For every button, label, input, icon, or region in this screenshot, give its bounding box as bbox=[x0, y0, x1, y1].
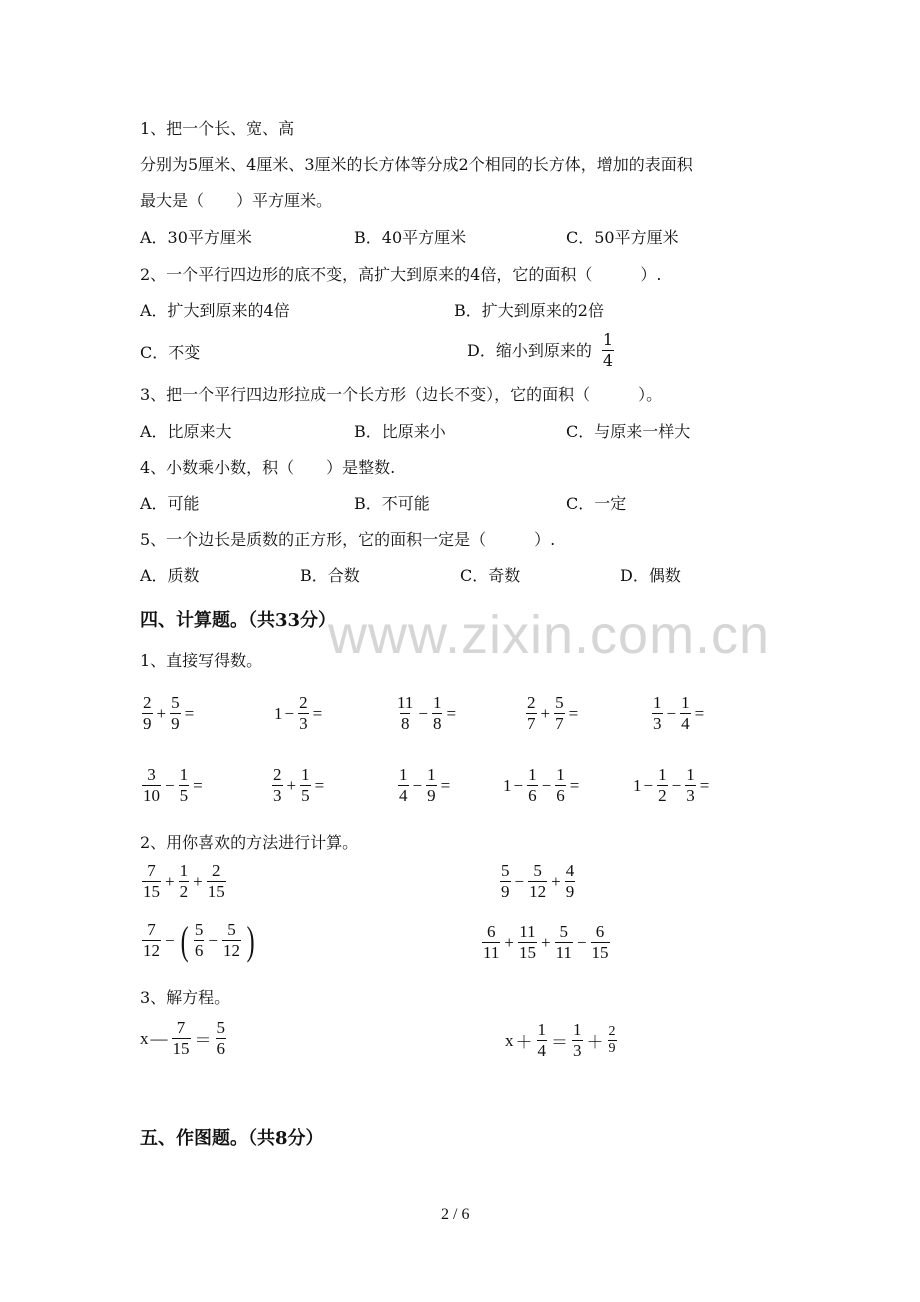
minus-sign: − bbox=[671, 775, 682, 795]
fraction bbox=[222, 920, 241, 961]
fraction bbox=[555, 765, 566, 806]
fraction bbox=[142, 693, 153, 734]
fraction bbox=[216, 1018, 227, 1059]
fraction bbox=[518, 922, 537, 963]
fraction bbox=[528, 861, 547, 902]
equation-1 bbox=[140, 1018, 228, 1059]
q3-option-a[interactable]: A．比原来大 bbox=[140, 422, 232, 441]
plus-sign: + bbox=[286, 775, 297, 795]
minus-sign: − bbox=[643, 775, 654, 795]
fraction bbox=[426, 765, 437, 806]
fraction bbox=[554, 693, 565, 734]
fraction-numerator: 1 bbox=[179, 765, 189, 784]
fraction-numerator: 5 bbox=[227, 920, 236, 939]
plus-sign: + bbox=[540, 703, 551, 723]
fraction-denominator: 9 bbox=[565, 882, 575, 901]
direct-r2-4 bbox=[503, 765, 581, 806]
fraction bbox=[482, 922, 500, 963]
fraction bbox=[300, 765, 311, 806]
equals-sign: = bbox=[699, 775, 710, 795]
fraction-numerator: 6 bbox=[595, 922, 605, 941]
fraction-denominator: 11 bbox=[483, 943, 500, 962]
equals-sign: = bbox=[312, 703, 323, 723]
fraction bbox=[527, 765, 538, 806]
minus-sign: − bbox=[165, 930, 175, 950]
fraction bbox=[398, 765, 409, 806]
fraction-numerator: 2 bbox=[608, 1024, 616, 1039]
plus-sign: + bbox=[156, 703, 167, 723]
equals-sign: = bbox=[440, 775, 451, 795]
fraction bbox=[680, 693, 691, 734]
fraction-denominator: 4 bbox=[537, 1041, 546, 1060]
plus-sign: + bbox=[165, 871, 175, 891]
minus-sign: − bbox=[284, 703, 295, 723]
fraction-numerator: 7 bbox=[176, 1018, 186, 1037]
fraction-numerator: 1 bbox=[427, 765, 436, 784]
calc-expression-2 bbox=[498, 861, 577, 902]
q1-line2: 分别为5厘米、4厘米、3厘米的长方体等分成2个相同的长方体，增加的表面积 bbox=[140, 155, 693, 174]
minus-sign: − bbox=[666, 703, 677, 723]
minus-sign: − bbox=[208, 930, 219, 950]
fraction-numerator: 4 bbox=[565, 861, 575, 880]
calc-expression-4 bbox=[480, 922, 612, 963]
direct-r1-1 bbox=[140, 693, 196, 734]
q4-option-c[interactable]: C．一定 bbox=[566, 494, 627, 513]
fraction-numerator: 5 bbox=[216, 1018, 225, 1037]
fraction bbox=[172, 1018, 191, 1059]
fraction-denominator: 6 bbox=[556, 786, 565, 805]
fraction-denominator: 3 bbox=[653, 714, 662, 733]
fraction bbox=[565, 861, 576, 902]
q2-option-d-fraction bbox=[602, 330, 614, 371]
q5-option-d[interactable]: D．偶数 bbox=[620, 566, 681, 585]
direct-r2-5 bbox=[633, 765, 711, 806]
q3-text: 3、把一个平行四边形拉成一个长方形（边长不变），它的面积（ ）。 bbox=[140, 385, 663, 404]
fraction-denominator: 3 bbox=[573, 1041, 582, 1060]
q5-option-c[interactable]: C．奇数 bbox=[460, 566, 521, 585]
fraction-numerator: 1 bbox=[556, 765, 565, 784]
fraction bbox=[572, 1020, 583, 1061]
q2-text: 2、一个平行四边形的底不变，高扩大到原来的4倍，它的面积（ ）. bbox=[140, 265, 662, 284]
section-4-title: 四、计算题。（共33分） bbox=[140, 610, 337, 631]
equals-sign: = bbox=[694, 703, 705, 723]
fraction-denominator: 15 bbox=[207, 882, 225, 901]
minus-sign: − bbox=[513, 775, 524, 795]
fraction-denominator: 11 bbox=[555, 943, 572, 962]
fraction-denominator: 6 bbox=[216, 1039, 225, 1058]
fraction-numerator: 1 bbox=[399, 765, 408, 784]
fraction-numerator: 5 bbox=[501, 861, 510, 880]
watermark: www.zixin.com.cn bbox=[328, 605, 771, 665]
fraction bbox=[142, 765, 161, 806]
fraction bbox=[207, 861, 226, 902]
minus-sign: − bbox=[541, 775, 552, 795]
left-parenthesis: ( bbox=[180, 917, 189, 963]
q3-option-c[interactable]: C．与原来一样大 bbox=[566, 422, 691, 441]
fraction bbox=[298, 693, 309, 734]
fraction-denominator: 15 bbox=[591, 943, 609, 962]
section-4-sub1: 1、直接写得数。 bbox=[140, 651, 263, 670]
fraction-denominator: 10 bbox=[143, 786, 160, 805]
fraction-denominator: 8 bbox=[432, 714, 442, 733]
plus-sign: ＋ bbox=[515, 1033, 533, 1052]
fraction bbox=[591, 922, 610, 963]
calc-expression-3 bbox=[140, 917, 258, 963]
page-number: 2 / 6 bbox=[441, 1206, 470, 1223]
fraction-numerator: 1 bbox=[653, 693, 662, 712]
fraction-denominator: 9 bbox=[427, 786, 436, 805]
fraction-numerator: 1 bbox=[528, 765, 537, 784]
fraction bbox=[194, 920, 205, 961]
fraction bbox=[272, 765, 283, 806]
fraction-numerator: 1 bbox=[179, 861, 189, 880]
q1-option-b[interactable]: B．40平方厘米 bbox=[354, 228, 467, 247]
fraction-numerator: 3 bbox=[147, 765, 156, 784]
fraction bbox=[500, 861, 511, 902]
fraction-denominator: 12 bbox=[143, 941, 160, 960]
fraction bbox=[608, 1024, 617, 1057]
right-parenthesis: ) bbox=[246, 917, 255, 963]
fraction-denominator: 12 bbox=[223, 941, 241, 960]
minus-sign: − bbox=[514, 871, 525, 891]
fraction bbox=[179, 861, 190, 902]
variable-x: x bbox=[140, 1028, 149, 1048]
integer-one: 1 bbox=[503, 775, 512, 795]
fraction-denominator: 3 bbox=[686, 786, 695, 805]
q4-text: 4、小数乘小数，积（ ）是整数. bbox=[140, 458, 396, 477]
fraction-denominator: 7 bbox=[555, 714, 564, 733]
fraction bbox=[396, 693, 414, 734]
fraction-numerator: 11 bbox=[397, 693, 414, 712]
minus-sign: — bbox=[150, 1028, 168, 1048]
equals-sign: = bbox=[184, 703, 195, 723]
fraction-denominator: 9 bbox=[143, 714, 152, 733]
fraction-numerator: 1 bbox=[602, 330, 614, 349]
direct-r2-3 bbox=[396, 765, 452, 806]
q1-line1: 1、把一个长、宽、高 bbox=[140, 119, 295, 138]
q3-option-b[interactable]: B．比原来小 bbox=[354, 422, 446, 441]
fraction bbox=[657, 765, 668, 806]
q5-option-a[interactable]: A．质数 bbox=[140, 566, 200, 585]
fraction-numerator: 5 bbox=[559, 922, 568, 941]
fraction-denominator: 12 bbox=[529, 882, 547, 901]
fraction-numerator: 2 bbox=[211, 861, 221, 880]
plus-sign: + bbox=[551, 871, 561, 891]
fraction-denominator: 4 bbox=[602, 351, 614, 370]
direct-r2-1 bbox=[140, 765, 205, 806]
fraction-numerator: 7 bbox=[147, 861, 156, 880]
fraction-numerator: 5 bbox=[171, 693, 180, 712]
equals-sign: ＝ bbox=[194, 1031, 212, 1050]
q5-option-b[interactable]: B．合数 bbox=[300, 566, 360, 585]
fraction bbox=[537, 1020, 548, 1061]
minus-sign: − bbox=[576, 932, 587, 952]
fraction-denominator: 6 bbox=[194, 941, 204, 960]
direct-r1-2 bbox=[274, 693, 324, 734]
minus-sign: − bbox=[165, 775, 175, 795]
integer-one: 1 bbox=[274, 703, 283, 723]
fraction-denominator: 2 bbox=[658, 786, 667, 805]
fraction-denominator: 7 bbox=[527, 714, 536, 733]
fraction bbox=[179, 765, 190, 806]
q1-option-a[interactable]: A．30平方厘米 bbox=[140, 228, 252, 247]
section-4-sub3: 3、解方程。 bbox=[140, 988, 231, 1007]
plus-sign: + bbox=[540, 932, 551, 952]
direct-r2-2 bbox=[270, 765, 326, 806]
q2-option-d[interactable] bbox=[467, 330, 616, 371]
fraction-numerator: 1 bbox=[432, 693, 442, 712]
fraction-numerator: 1 bbox=[658, 765, 667, 784]
direct-r1-4 bbox=[524, 693, 580, 734]
fraction-numerator: 2 bbox=[527, 693, 536, 712]
fraction-denominator: 15 bbox=[172, 1039, 190, 1058]
fraction-numerator: 2 bbox=[299, 693, 308, 712]
fraction-denominator: 4 bbox=[399, 786, 408, 805]
fraction bbox=[555, 922, 573, 963]
equals-sign: = bbox=[193, 775, 203, 795]
fraction-numerator: 11 bbox=[519, 922, 536, 941]
fraction-numerator: 1 bbox=[573, 1020, 582, 1039]
fraction-denominator: 5 bbox=[301, 786, 310, 805]
q1-option-c[interactable]: C．50平方厘米 bbox=[566, 228, 679, 247]
q4-option-a[interactable]: A．可能 bbox=[140, 494, 200, 513]
equals-sign: = bbox=[568, 703, 579, 723]
section-5-title: 五、作图题。（共8分） bbox=[140, 1128, 324, 1149]
fraction bbox=[526, 693, 537, 734]
fraction-numerator: 1 bbox=[686, 765, 695, 784]
q4-option-b[interactable]: B．不可能 bbox=[354, 494, 430, 513]
fraction bbox=[142, 920, 161, 961]
fraction-denominator: 15 bbox=[518, 943, 536, 962]
fraction-denominator: 9 bbox=[171, 714, 180, 733]
direct-r1-5 bbox=[650, 693, 706, 734]
fraction-numerator: 2 bbox=[273, 765, 282, 784]
equals-sign: = bbox=[569, 775, 580, 795]
variable-x: x bbox=[505, 1030, 514, 1050]
equals-sign: ＝ bbox=[551, 1033, 568, 1052]
fraction-numerator: 1 bbox=[537, 1020, 546, 1039]
minus-sign: − bbox=[418, 703, 428, 723]
fraction-numerator: 5 bbox=[555, 693, 564, 712]
fraction-numerator: 1 bbox=[301, 765, 310, 784]
q2-option-b[interactable]: B．扩大到原来的2倍 bbox=[454, 301, 604, 320]
equals-sign: = bbox=[314, 775, 325, 795]
fraction-numerator: 5 bbox=[533, 861, 542, 880]
fraction-numerator: 2 bbox=[143, 693, 152, 712]
plus-sign: + bbox=[504, 932, 514, 952]
fraction-denominator: 2 bbox=[179, 882, 189, 901]
calc-expression-1 bbox=[140, 861, 228, 902]
fraction-denominator: 15 bbox=[143, 882, 160, 901]
fraction-numerator: 1 bbox=[681, 693, 690, 712]
q2-option-c[interactable]: C．不变 bbox=[140, 343, 201, 362]
fraction-denominator: 8 bbox=[400, 714, 410, 733]
fraction-denominator: 9 bbox=[608, 1041, 616, 1056]
fraction-denominator: 3 bbox=[299, 714, 308, 733]
q1-line3: 最大是（ ）平方厘米。 bbox=[140, 191, 333, 210]
fraction-denominator: 9 bbox=[501, 882, 510, 901]
fraction-denominator: 4 bbox=[681, 714, 690, 733]
fraction bbox=[432, 693, 443, 734]
fraction bbox=[652, 693, 663, 734]
plus-sign: ＋ bbox=[586, 1033, 604, 1052]
fraction-numerator: 5 bbox=[194, 920, 204, 939]
q2-option-a[interactable]: A．扩大到原来的4倍 bbox=[140, 301, 290, 320]
fraction-denominator: 5 bbox=[179, 786, 189, 805]
minus-sign: − bbox=[412, 775, 423, 795]
q5-text: 5、一个边长是质数的正方形，它的面积一定是（ ）. bbox=[140, 530, 556, 549]
fraction-denominator: 3 bbox=[273, 786, 282, 805]
fraction bbox=[142, 861, 161, 902]
equation-2 bbox=[505, 1020, 619, 1061]
fraction bbox=[685, 765, 696, 806]
fraction-denominator: 6 bbox=[528, 786, 537, 805]
q2-option-d-label: D．缩小到原来的 bbox=[467, 340, 592, 360]
fraction-numerator: 7 bbox=[147, 920, 156, 939]
equals-sign: = bbox=[446, 703, 457, 723]
direct-r1-3 bbox=[394, 693, 458, 734]
section-4-sub2: 2、用你喜欢的方法进行计算。 bbox=[140, 833, 359, 852]
fraction-numerator: 6 bbox=[486, 922, 496, 941]
integer-one: 1 bbox=[633, 775, 642, 795]
fraction bbox=[170, 693, 181, 734]
plus-sign: + bbox=[193, 871, 203, 891]
